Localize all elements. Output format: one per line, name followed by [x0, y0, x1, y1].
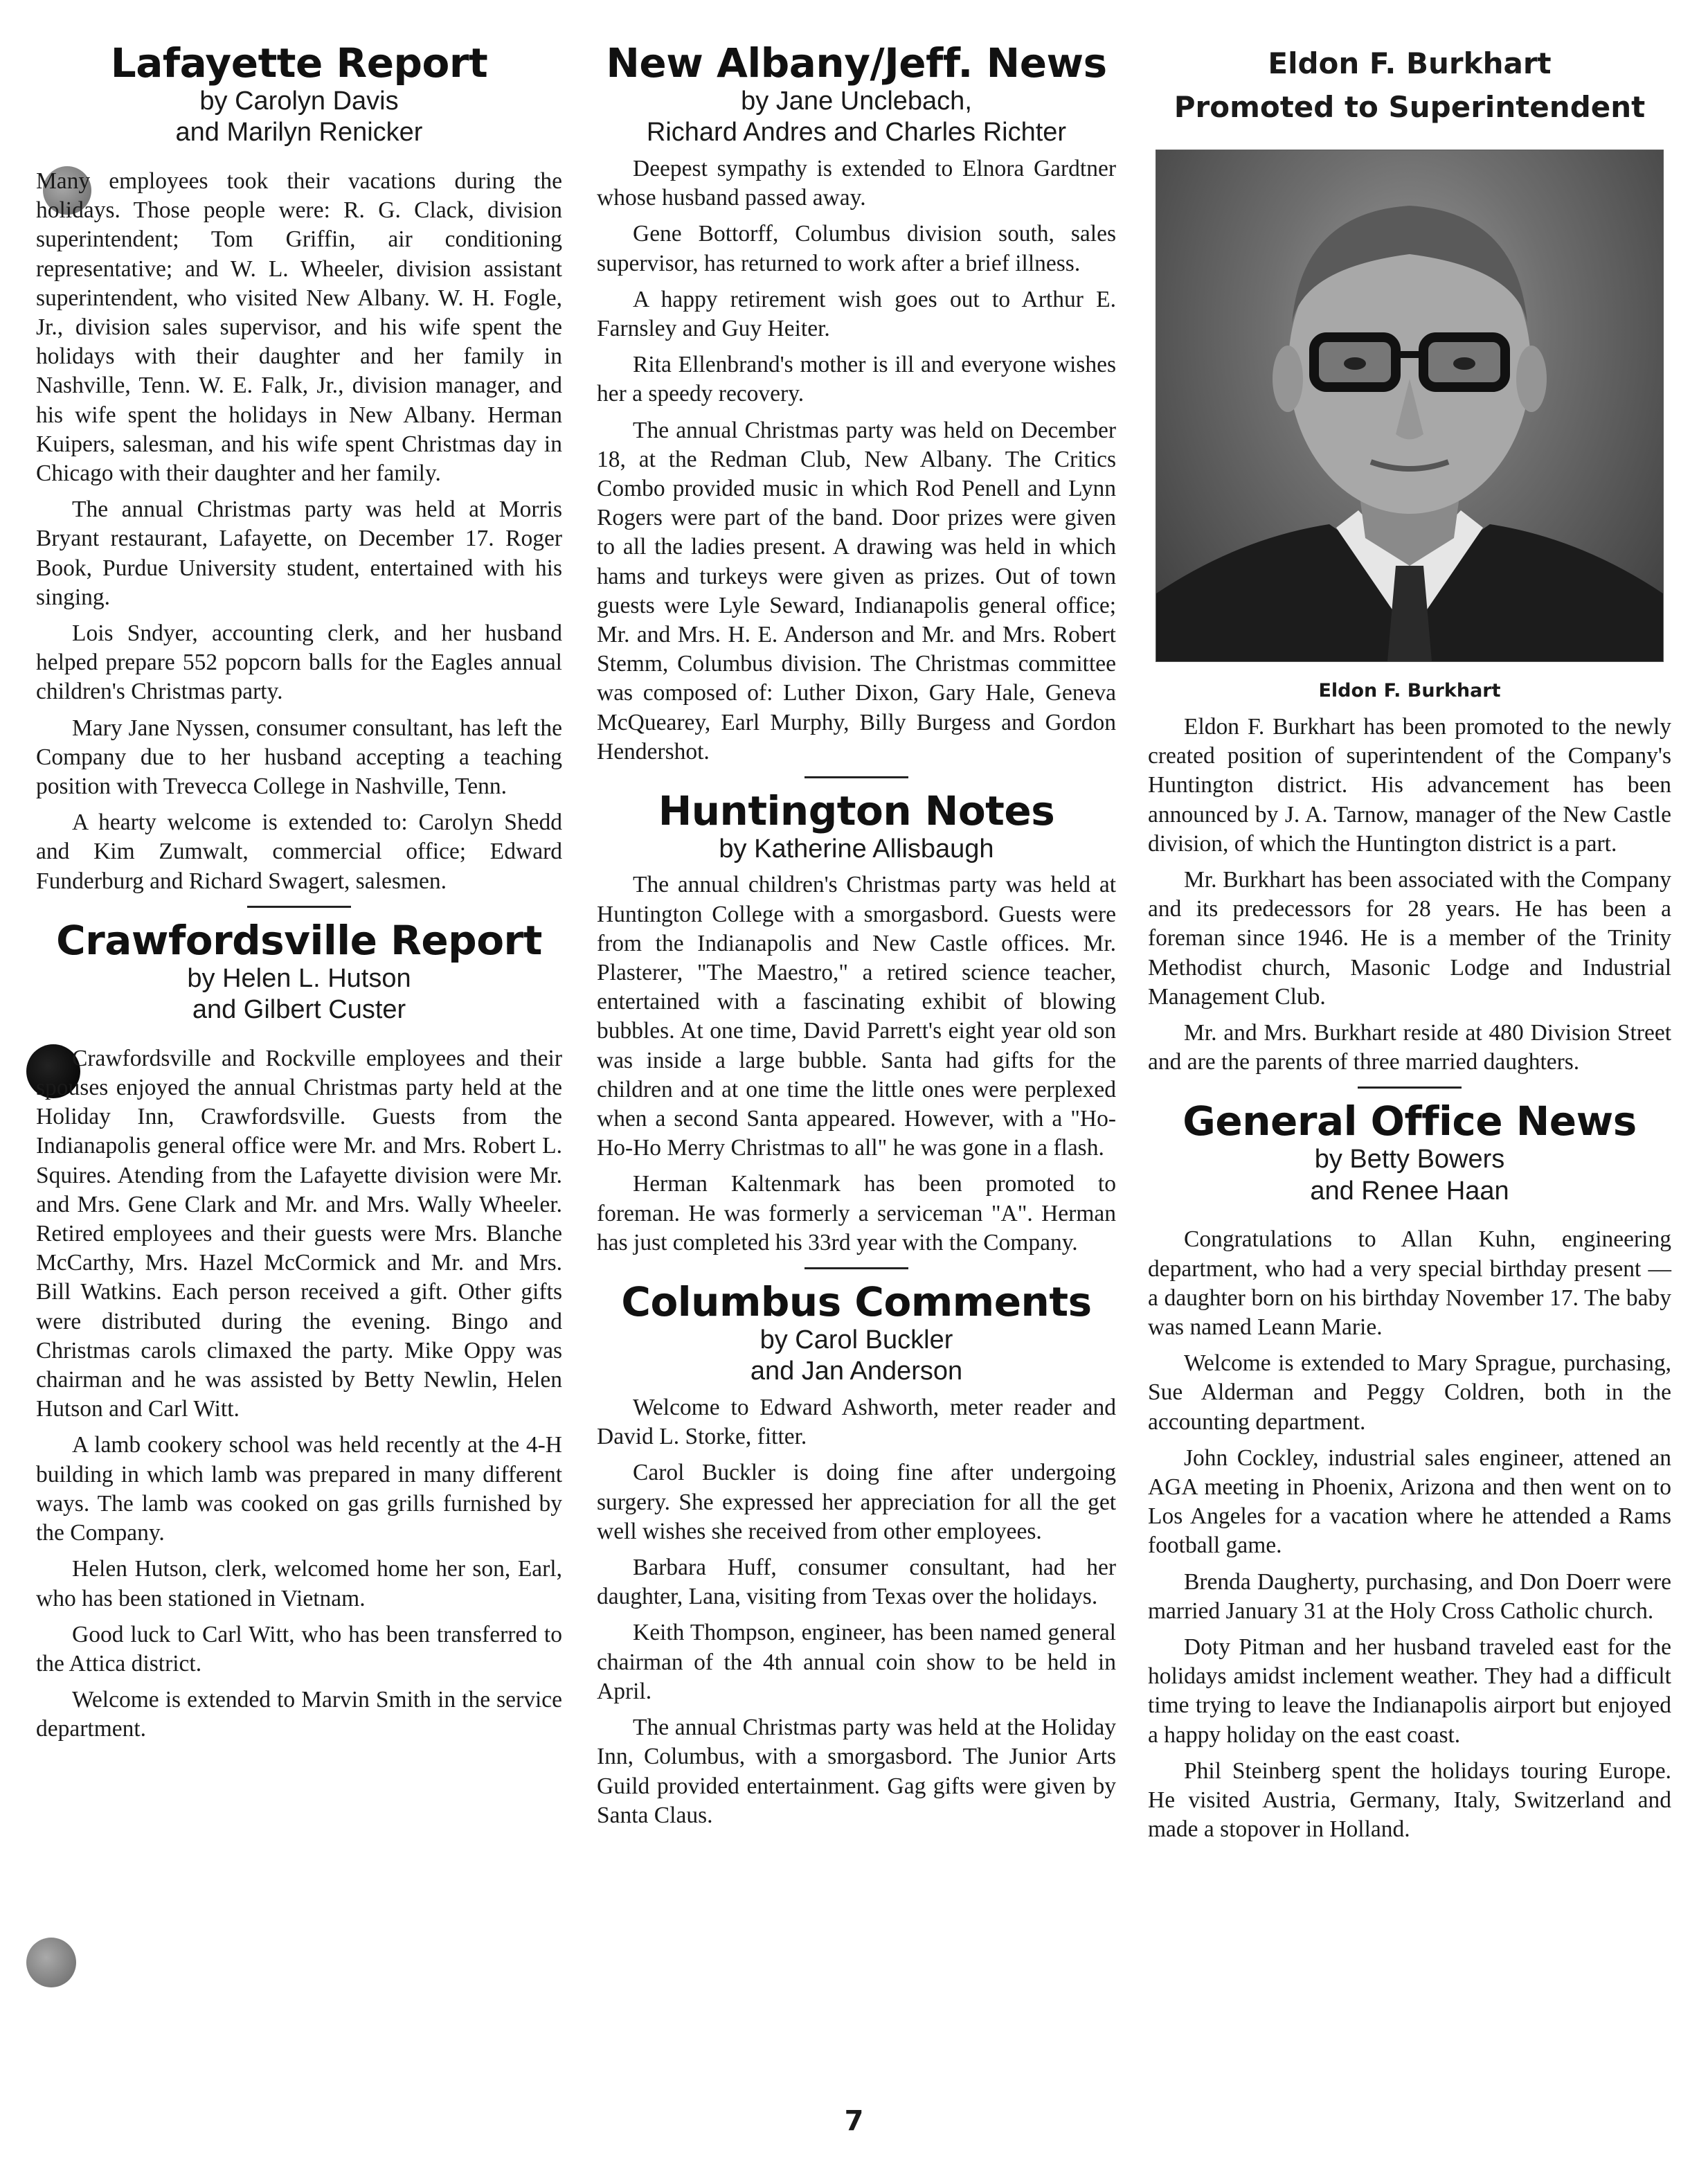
section-title: New Albany/Jeff. News	[606, 39, 1107, 87]
byline-line: by Carol Buckler	[759, 1325, 953, 1354]
paragraph: Mr. Burkhart has been associated with the Company and its predecessors for 28 years. He has been a foreman since 1946. He is a member of the Trinity Methodist church, Masonic Lodge and Industrial Management Club.	[1148, 867, 1671, 1010]
paragraph: Helen Hutson, clerk, welcomed home her son, Earl, who has been stationed in Vietnam.	[36, 1556, 562, 1611]
article-body	[1148, 1225, 1671, 1844]
byline-line: and Renee Haan	[1310, 1176, 1509, 1206]
paragraph: The annual Christmas party was held on December 18, at the Redman Club, New Albany. The Critics Combo provided music in which Rod Penell and Lynn Rogers were part of the band. Door prizes were given to all the ladies present. A drawing was held in which hams and turkeys were given as prizes. Out of town guests were Lyle Seward, Indianapolis general office; Mr. and Mrs. H. E. Anderson and Mr. and Mrs. Robert Stemm, Columbus division. The Christmas committee was composed of: Luther Dixon, Gary Hale, Geneva McQuearey, Earl Murphy, Billy Burgess and Gordon Hendershot.	[597, 417, 1116, 764]
photo-caption: Eldon F. Burkhart	[1318, 680, 1501, 701]
section-title: Columbus Comments	[621, 1278, 1092, 1326]
section-divider	[804, 776, 908, 778]
paragraph: The annual children's Christmas party was held at Huntington College with a smorgasbord. Guests were from the Indianapolis and New Castle offices. Mr. Plasterer, "The Maestro," a retired science teacher, entertained with a fascinating exhibit of blowing bubbles. At one time, David Parrett's eight year old son was inside a large bubble. Santa had gifts for the children and at one time the little ones were perplexed when a second Santa appeared. However, with a "Ho-Ho-Ho Merry Christmas to all" he was gone in a flash.	[597, 872, 1116, 1161]
byline-line: by Helen L. Hutson	[187, 963, 411, 993]
paragraph: Lois Sndyer, accounting clerk, and her husband helped prepare 552 popcorn balls for the Eagles annual children's Christmas party.	[36, 620, 562, 705]
column-middle	[597, 39, 1116, 1837]
paragraph: Crawfordsville and Rockville employees and their spouses enjoyed the annual Christmas party held at the Holiday Inn, Crawfordsville. Guests from the Indianapolis general office were Mr. and Mrs. Robert L. Squires. Atending from the Lafayette division were Mr. and Mrs. Gene Clark and Mr. and Mrs. Wally Wheeler. Retired employees and their guests were Mrs. Blanche McCarthy, Mrs. Hazel McCormick and Mr. and Mrs. Bill Watkins. Each person received a gift. Other gifts were distributed during the evening. Bingo and Christmas carols climaxed the party. Mike Oppy was chairman and he was assisted by Betty Newlin, Helen Hutson and Carl Witt.	[36, 1045, 562, 1422]
byline-line: by Jane Unclebach,	[741, 86, 972, 116]
paragraph: Phil Steinberg spent the holidays touring Europe. He visited Austria, Germany, Italy, Switzerland and made a stopover in Holland.	[1148, 1758, 1671, 1843]
article-body	[36, 167, 562, 896]
byline-line: by Carolyn Davis	[199, 86, 399, 116]
portrait-photo	[1156, 150, 1664, 662]
huntington-notes	[597, 789, 1116, 1258]
article-body	[597, 154, 1116, 767]
general-office-news	[1148, 1100, 1671, 1844]
crawfordsville-report	[36, 916, 562, 1744]
column-left	[36, 39, 562, 1751]
byline	[1148, 1144, 1671, 1207]
title-line: Promoted to Superintendent	[1174, 90, 1646, 124]
article-body	[36, 1044, 562, 1744]
paragraph: Many employees took their vacations during the holidays. Those people were: R. G. Clack, division superintendent; Tom Griffin, air conditioning representative; and W. L. Wheeler, division assistant superintendent, who visited New Albany. W. H. Fogle, Jr., division sales supervisor, and his wife spent the holidays with their daughter and her family in Nashville, Tenn. W. E. Falk, Jr., division manager, and his wife spent the holidays in New Albany. Herman Kuipers, salesman, and his wife spent Christmas day in Chicago with their daughter and her family.	[36, 168, 562, 487]
byline-line: and Gilbert Custer	[192, 995, 406, 1025]
paragraph: Deepest sympathy is extended to Elnora Gardtner whose husband passed away.	[597, 155, 1116, 211]
section-title: Huntington Notes	[658, 787, 1055, 835]
section-title: Crawfordsville Report	[56, 916, 542, 964]
section-title: Lafayette Report	[110, 39, 488, 87]
lafayette-report	[36, 39, 562, 896]
paragraph: Carol Buckler is doing fine after undergoing surgery. She expressed her appreciation for all the get well wishes she received from other employees.	[597, 1460, 1116, 1544]
paragraph: Brenda Daugherty, purchasing, and Don Doerr were married January 31 at the Holy Cross Catholic church.	[1148, 1568, 1671, 1624]
section-title: General Office News	[1183, 1098, 1637, 1145]
article-body	[1148, 713, 1671, 1077]
paragraph: Rita Ellenbrand's mother is ill and everyone wishes her a speedy recovery.	[597, 352, 1116, 407]
byline	[36, 963, 562, 1026]
byline	[36, 86, 562, 149]
paragraph: A lamb cookery school was held recently at the 4-H building in which lamb was prepared in many different ways. The lamb was cooked on gas grills furnished by the Company.	[36, 1432, 562, 1546]
paragraph: Welcome is extended to Mary Sprague, purchasing, Sue Alderman and Peggy Coldren, both in the accounting department.	[1148, 1350, 1671, 1435]
paragraph: Good luck to Carl Witt, who has been transferred to the Attica district.	[36, 1621, 562, 1676]
paragraph: Eldon F. Burkhart has been promoted to the newly created position of superintendent of the Company's Huntington district. His advancement has been announced by J. A. Tarnow, manager of the New Castle division, of which the Huntington district is a part.	[1148, 714, 1671, 857]
new-albany-jeff-news	[597, 39, 1116, 767]
paragraph: Mary Jane Nyssen, consumer consultant, has left the Company due to her husband accepting a teaching position with Trevecca College in Nashville, Tenn.	[36, 715, 562, 800]
byline	[597, 86, 1116, 149]
byline	[597, 1325, 1116, 1388]
paragraph: Keith Thompson, engineer, has been named general chairman of the 4th annual coin show to be held in April.	[597, 1620, 1116, 1704]
paragraph: Herman Kaltenmark has been promoted to foreman. He was formerly a serviceman "A". Herman has just completed his 33rd year with the Company.	[597, 1171, 1116, 1255]
section-divider	[804, 1267, 908, 1269]
paragraph: Mr. and Mrs. Burkhart reside at 480 Division Street and are the parents of three married daughters.	[1148, 1020, 1671, 1075]
paragraph: Barbara Huff, consumer consultant, had her daughter, Lana, visiting from Texas over the holidays.	[597, 1555, 1116, 1610]
section-title	[1148, 42, 1671, 129]
burkhart-promotion	[1148, 42, 1671, 1077]
column-right	[1148, 42, 1671, 1851]
paragraph: The annual Christmas party was held at Morris Bryant restaurant, Lafayette, on December 17. Roger Book, Purdue University student, entertained with his singing.	[36, 497, 562, 610]
page-number: 7	[844, 2105, 864, 2137]
byline-line: and Jan Anderson	[750, 1357, 963, 1386]
paragraph: A happy retirement wish goes out to Arthur E. Farnsley and Guy Heiter.	[597, 286, 1116, 341]
title-line: Eldon F. Burkhart	[1268, 46, 1552, 80]
paragraph: Doty Pitman and her husband traveled east for the holidays amidst inclement weather. They had a difficult time trying to leave the Indianapolis airport but enjoyed a happy holiday on the east coast.	[1148, 1634, 1671, 1748]
columbus-comments	[597, 1280, 1116, 1830]
paragraph: A hearty welcome is extended to: Carolyn Shedd and Kim Zumwalt, commercial office; Edward Funderburg and Richard Swagert, salesmen.	[36, 810, 562, 894]
byline-line: by Katherine Allisbaugh	[719, 834, 994, 864]
paragraph: Gene Bottorff, Columbus division south, sales supervisor, has returned to work after a brief illness.	[597, 221, 1116, 276]
paragraph: Congratulations to Allan Kuhn, engineering department, who had a very special birthday present — a daughter born on his birthday November 17. The baby was named Leann Marie.	[1148, 1226, 1671, 1341]
portrait-illustration	[1156, 150, 1663, 661]
binder-hole	[26, 1938, 76, 1987]
byline-line: by Betty Bowers	[1314, 1145, 1505, 1174]
section-divider	[1358, 1086, 1462, 1089]
byline-line: and Marilyn Renicker	[175, 118, 423, 147]
paragraph: Welcome is extended to Marvin Smith in the service department.	[36, 1687, 562, 1742]
article-body	[597, 1393, 1116, 1830]
byline-line: Richard Andres and Charles Richter	[646, 118, 1067, 147]
paragraph: John Cockley, industrial sales engineer, attened an AGA meeting in Phoenix, Arizona and then went on to Los Angeles for a vacation where he attended a Rams football game.	[1148, 1445, 1671, 1559]
section-divider	[247, 906, 351, 908]
paragraph: The annual Christmas party was held at the Holiday Inn, Columbus, with a smorgasbord. The Junior Arts Guild provided entertainment. Gag gifts were given by Santa Claus.	[597, 1715, 1116, 1828]
paragraph: Welcome to Edward Ashworth, meter reader and David L. Storke, fitter.	[597, 1395, 1116, 1450]
byline	[597, 834, 1116, 866]
article-body	[597, 870, 1116, 1258]
